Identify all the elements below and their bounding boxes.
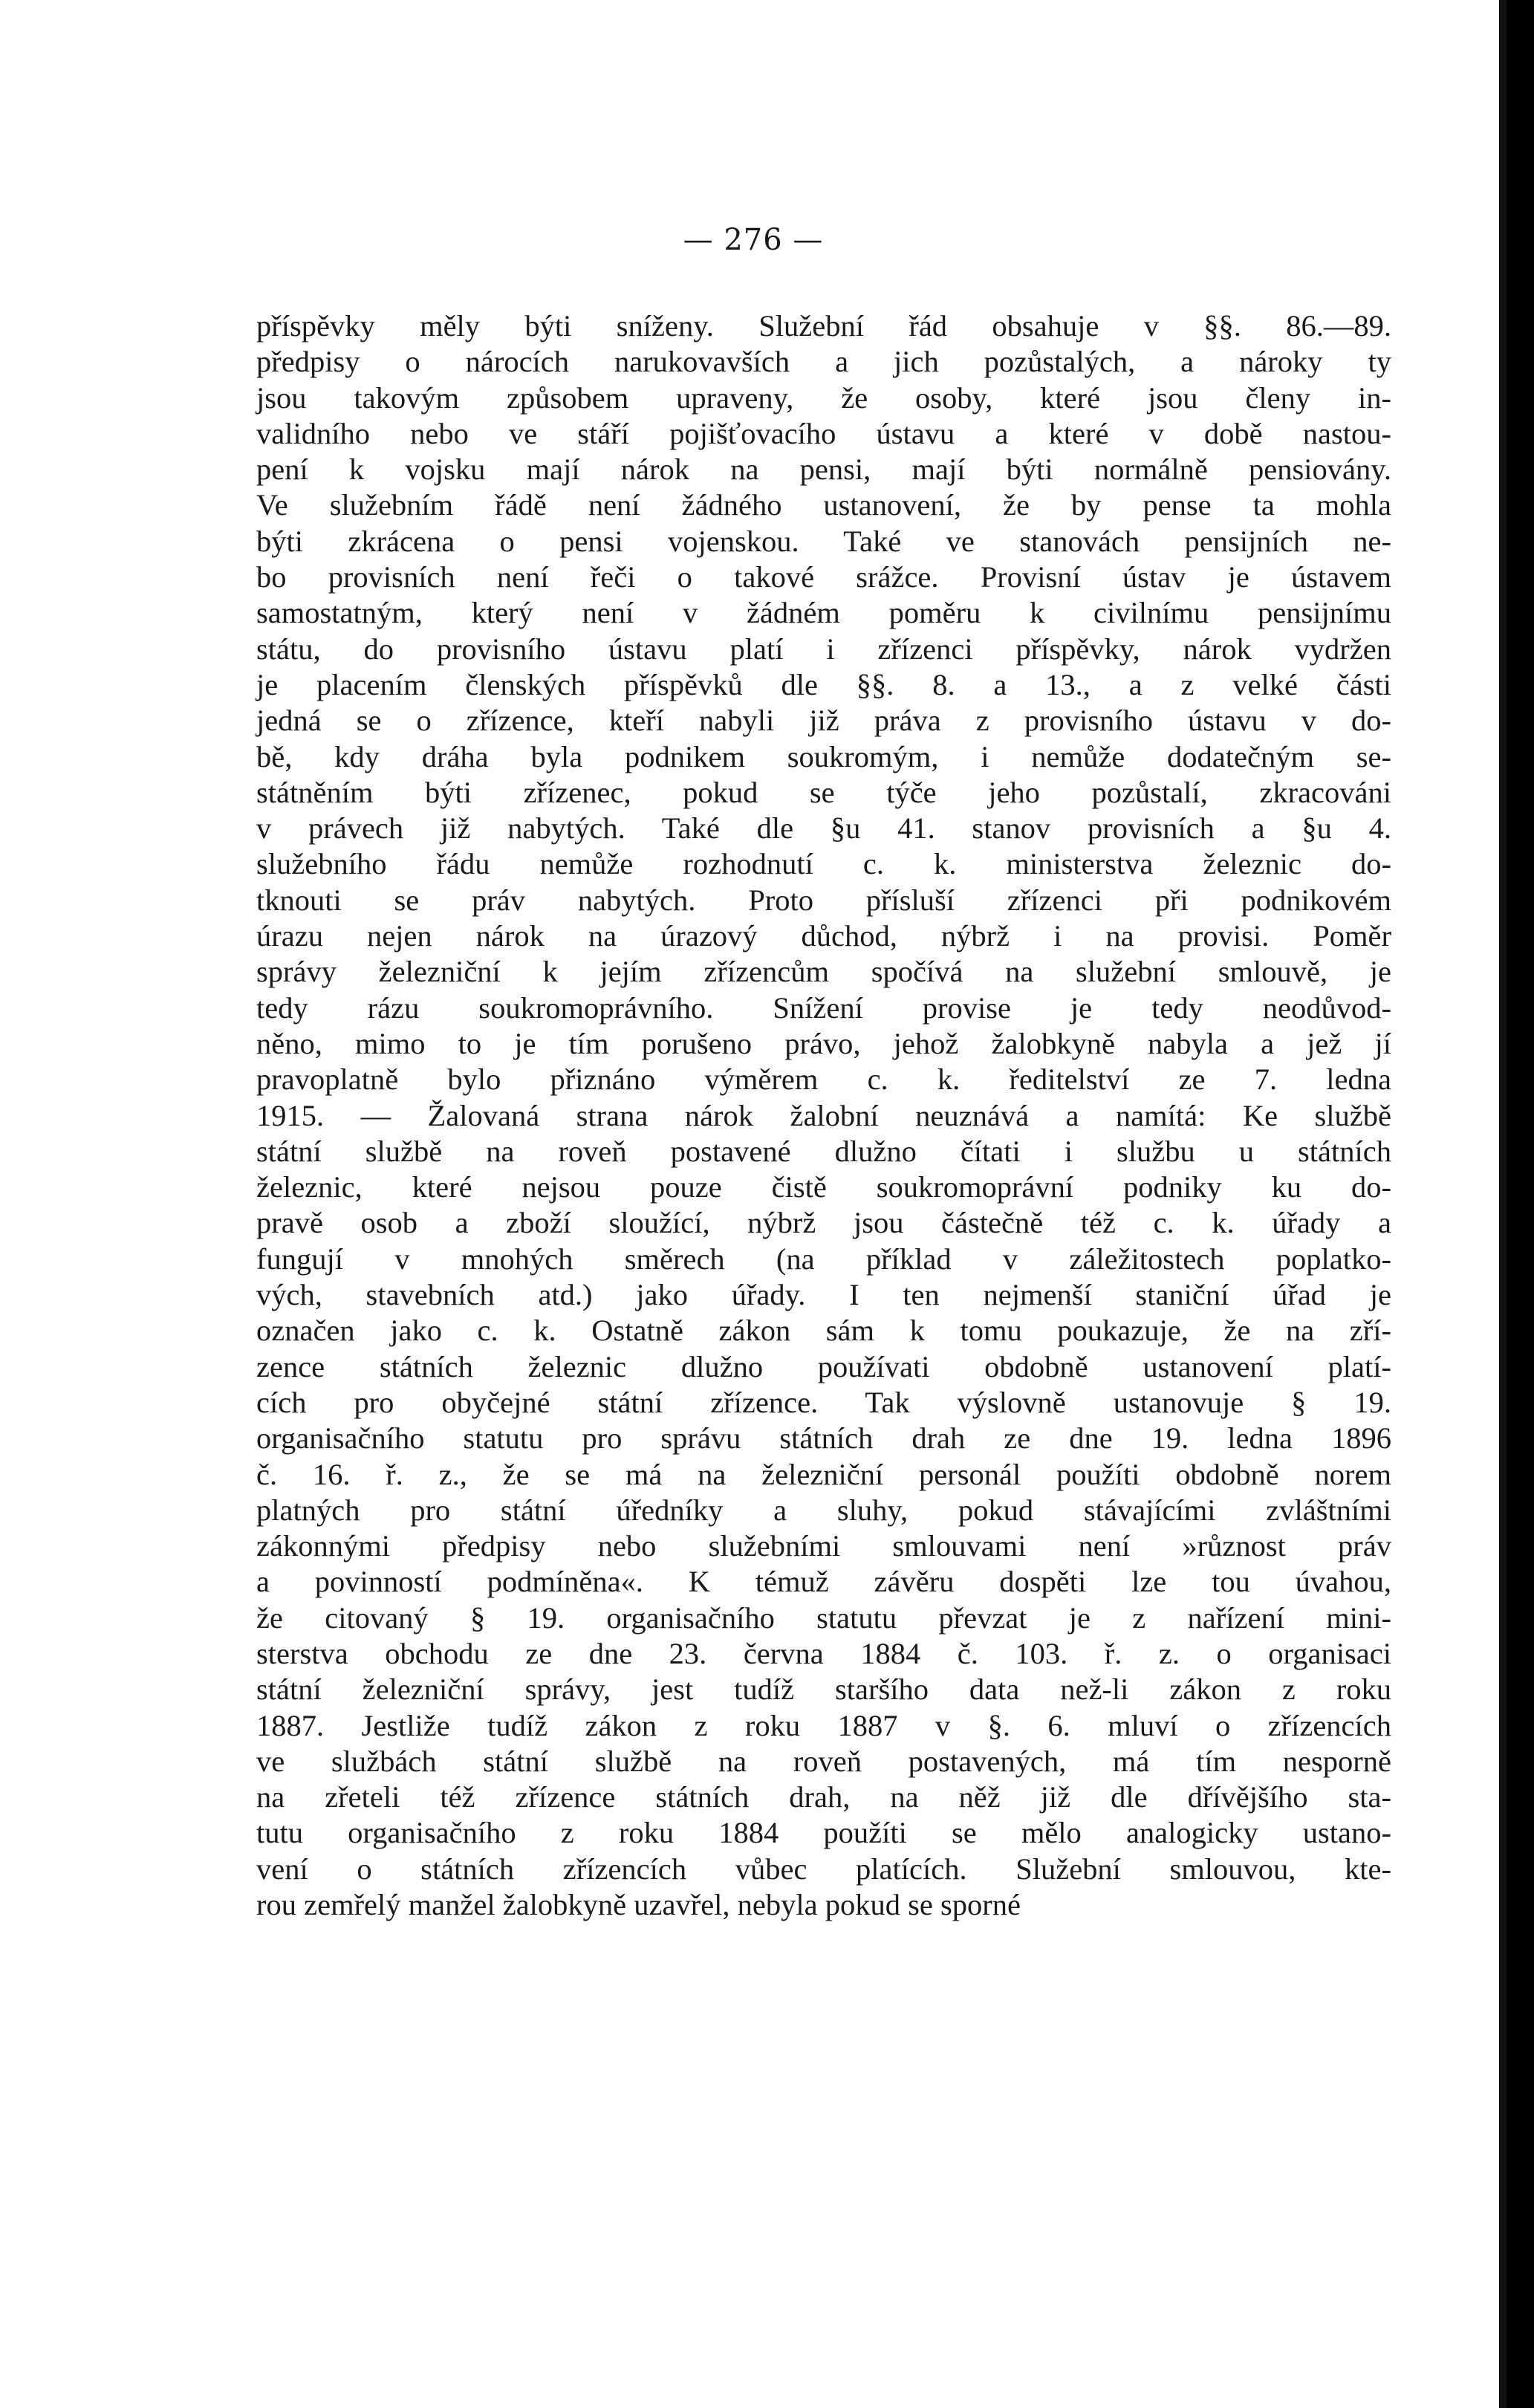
text-line: 1915. — Žalovaná strana nárok žalobní neuznává a namítá: Ke službě bbox=[256, 1098, 1391, 1132]
text-line: Ve služebním řádě není žádného ustanovení, že by pense ta mohla bbox=[256, 488, 1391, 522]
scan-border bbox=[1507, 0, 1534, 2408]
text-line: sterstva obchodu ze dne 23. června 1884 č. 103. ř. z. o organisaci bbox=[256, 1636, 1391, 1670]
text-line: jsou takovým způsobem upraveny, že osoby, které jsou členy in- bbox=[256, 380, 1391, 415]
text-line: něno, mimo to je tím porušeno právo, jehož žalobkyně nabyla a jež jí bbox=[256, 1026, 1391, 1060]
text-line: správy železniční k jejím zřízencům spočívá na služební smlouvě, je bbox=[256, 955, 1391, 989]
text-line: úrazu nejen nárok na úrazový důchod, nýbrž i na provisi. Poměr bbox=[256, 919, 1391, 953]
text-line: služebního řádu nemůže rozhodnutí c. k. ministerstva železnic do- bbox=[256, 847, 1391, 881]
text-line: předpisy o nárocích narukovavších a jich pozůstalých, a nároky ty bbox=[256, 345, 1391, 379]
text-line: fungují v mnohých směrech (na příklad v záležitostech poplatko- bbox=[256, 1242, 1391, 1276]
text-line: ve službách státní službě na roveň postavených, má tím nesporně bbox=[256, 1744, 1391, 1778]
text-line: tedy rázu soukromoprávního. Snížení provise je tedy neodůvod- bbox=[256, 990, 1391, 1025]
text-line: státněním býti zřízenec, pokud se týče jeho pozůstalí, zkracováni bbox=[256, 775, 1391, 809]
text-line: zence státních železnic dlužno používati obdobně ustanovení platí- bbox=[256, 1349, 1391, 1383]
text-line: je placením členských příspěvků dle §§. 8. a 13., a z velké části bbox=[256, 667, 1391, 701]
text-line: cích pro obyčejné státní zřízence. Tak výslovně ustanovuje § 19. bbox=[256, 1385, 1391, 1419]
text-line: vých, stavebních atd.) jako úřady. I ten nejmenší staniční úřad je bbox=[256, 1278, 1391, 1312]
text-line: zákonnými předpisy nebo služebními smlouvami není »různost práv bbox=[256, 1529, 1391, 1563]
text-line: že citovaný § 19. organisačního statutu převzat je z nařízení mini- bbox=[256, 1600, 1391, 1635]
text-line: označen jako c. k. Ostatně zákon sám k tomu poukazuje, že na zří- bbox=[256, 1314, 1391, 1348]
text-line: organisačního statutu pro správu státních drah ze dne 19. ledna 1896 bbox=[256, 1421, 1391, 1455]
text-line: a povinností podmíněna«. K témuž závěru dospěti lze tou úvahou, bbox=[256, 1565, 1391, 1599]
text-line: na zřeteli též zřízence státních drah, na něž již dle dřívějšího sta- bbox=[256, 1780, 1391, 1814]
text-line: jedná se o zřízence, kteří nabyli již práva z provisního ústavu v do- bbox=[256, 704, 1391, 738]
text-line: vení o státních zřízencích vůbec platících. Služební smlouvou, kte- bbox=[256, 1852, 1391, 1886]
text-line: tknouti se práv nabytých. Proto přísluší zřízenci při podnikovém bbox=[256, 883, 1391, 917]
text-line: 1887. Jestliže tudíž zákon z roku 1887 v §. 6. mluví o zřízencích bbox=[256, 1708, 1391, 1742]
text-line: státní železniční správy, jest tudíž staršího data než-li zákon z roku bbox=[256, 1672, 1391, 1707]
text-line: platných pro státní úředníky a sluhy, pokud stávajícími zvláštními bbox=[256, 1493, 1391, 1527]
text-line: státu, do provisního ústavu platí i zřízenci příspěvky, nárok vydržen bbox=[256, 632, 1391, 666]
text-line: pravě osob a zboží sloužící, nýbrž jsou částečně též c. k. úřady a bbox=[256, 1206, 1391, 1240]
text-line: pravoplatně bylo přiznáno výměrem c. k. ředitelství ze 7. ledna bbox=[256, 1062, 1391, 1097]
text-line: rou zemřelý manžel žalobkyně uzavřel, nebyla pokud se sporné bbox=[256, 1888, 1021, 1922]
text-line: v právech již nabytých. Také dle §u 41. stanov provisních a §u 4. bbox=[256, 811, 1391, 846]
text-line: č. 16. ř. z., že se má na železniční personál použíti obdobně norem bbox=[256, 1457, 1391, 1491]
text-line: železnic, které nejsou pouze čistě soukromoprávní podniky ku do- bbox=[256, 1170, 1391, 1204]
text-line: bě, kdy dráha byla podnikem soukromým, i nemůže dodatečným se- bbox=[256, 739, 1391, 773]
page-number: — 276 — bbox=[683, 223, 824, 257]
text-line: pení k vojsku mají nárok na pensi, mají býti normálně pensiovány. bbox=[256, 452, 1391, 487]
text-line: příspěvky měly býti sníženy. Služební řád obsahuje v §§. 86.—89. bbox=[256, 309, 1391, 343]
text-line: tutu organisačního z roku 1884 použíti se mělo analogicky ustano- bbox=[256, 1816, 1391, 1850]
text-line: bo provisních není řeči o takové srážce. Provisní ústav je ústavem bbox=[256, 560, 1391, 594]
text-line: býti zkrácena o pensi vojenskou. Také ve stanovách pensijních ne- bbox=[256, 524, 1391, 558]
text-line: samostatným, který není v žádném poměru k civilnímu pensijnímu bbox=[256, 596, 1391, 630]
text-line: státní službě na roveň postavené dlužno čítati i službu u státních bbox=[256, 1134, 1391, 1168]
body-text bbox=[256, 308, 1391, 1923]
text-line: validního nebo ve stáří pojišťovacího ústavu a které v době nastou- bbox=[256, 416, 1391, 450]
